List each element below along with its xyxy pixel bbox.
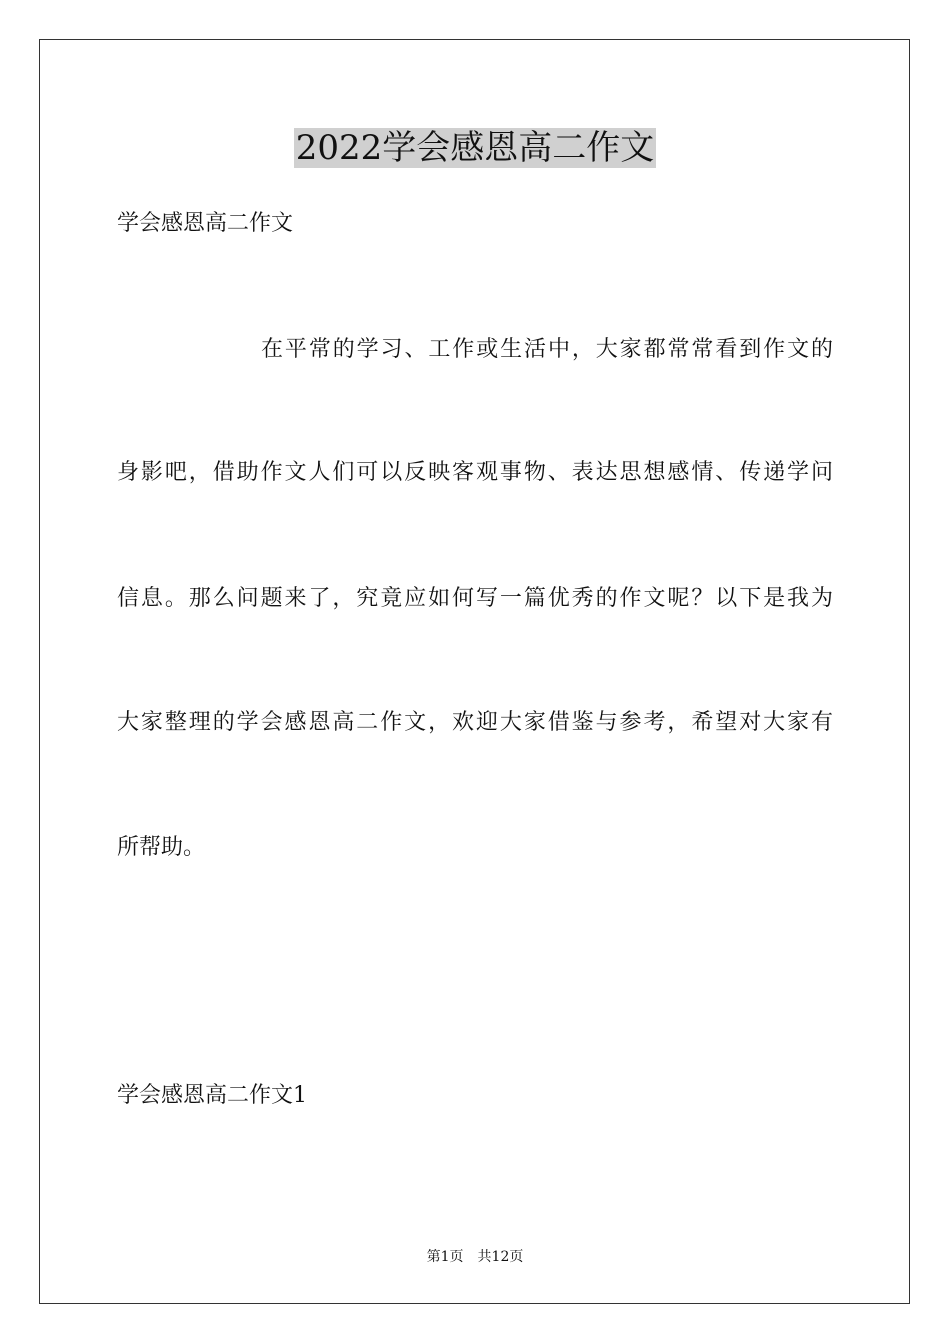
- paragraph-line-4: 大家整理的学会感恩高二作文，欢迎大家借鉴与参考，希望对大家有: [117, 710, 833, 735]
- document-title: [0, 126, 950, 170]
- paragraph-line-3: 信息。那么问题来了，究竟应如何写一篇优秀的作文呢？以下是我为: [117, 586, 833, 611]
- paragraph-line-5: 所帮助。: [117, 835, 206, 860]
- paragraph-line-1: 在平常的学习、工作或生活中，大家都常常看到作文的: [261, 337, 833, 362]
- section-heading: 学会感恩高二作文1: [117, 1083, 307, 1108]
- page-footer: 第1页 共12页: [426, 1249, 524, 1265]
- document-title-text: 2022学会感恩高二作文: [295, 128, 655, 168]
- paragraph-line-2: 身影吧，借助作文人们可以反映客观事物、表达思想感情、传递学问: [117, 460, 833, 485]
- subtitle: 学会感恩高二作文: [117, 211, 294, 236]
